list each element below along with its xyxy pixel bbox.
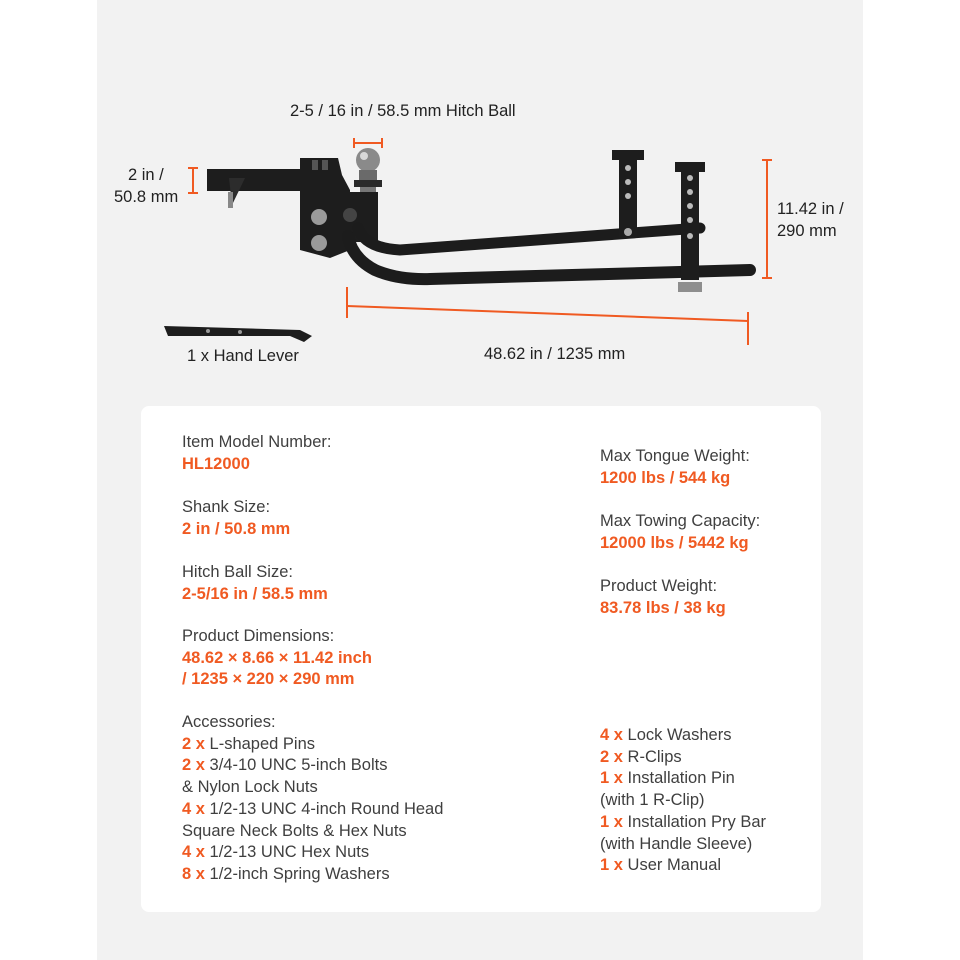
accessory-text: Lock Washers (627, 726, 732, 744)
hand-lever (164, 326, 312, 342)
spec-model-label: Item Model Number: (182, 433, 332, 451)
accessory-text: L-shaped Pins (209, 734, 316, 753)
accessory-text: 1/2-13 UNC 4-inch Round Head (209, 799, 444, 818)
accessory-item (182, 777, 443, 799)
accessory-text: Installation Pin (627, 769, 735, 788)
accessory-qty: 2 x (600, 747, 623, 766)
spec-shank (182, 497, 290, 540)
spec-weight-value: 83.78 lbs / 38 kg (600, 598, 726, 617)
accessory-text: 3/4-10 UNC 5-inch Bolts (209, 756, 388, 775)
accessory-qty: 4 x (182, 799, 205, 818)
accessory-text: Square Neck Bolts & Hex Nuts (182, 821, 407, 840)
spec-tongue-value: 1200 lbs / 544 kg (600, 468, 731, 487)
spec-towing (600, 511, 760, 554)
accessories-title: Accessories: (182, 713, 276, 731)
accessories-left (182, 712, 443, 886)
accessory-item (600, 725, 766, 747)
accessory-item (182, 821, 443, 843)
accessory-text: (with 1 R-Clip) (600, 791, 705, 810)
hand-lever-label: 1 x Hand Lever (187, 347, 299, 365)
spec-weight-label: Product Weight: (600, 577, 718, 595)
height-label-line1: 11.42 in / (777, 200, 844, 218)
spec-dimensions (182, 626, 372, 691)
spec-ball-label: Hitch Ball Size: (182, 563, 293, 581)
spec-dimensions-value-line1: 48.62 × 8.66 × 11.42 inch (182, 648, 372, 667)
accessory-text: 1/2-13 UNC Hex Nuts (209, 843, 370, 862)
accessory-item (600, 747, 766, 769)
shank-label-line1: 2 in / (128, 166, 164, 184)
accessory-item (182, 842, 443, 864)
height-label-line2: 290 mm (777, 222, 837, 240)
shank-label-line2: 50.8 mm (114, 188, 179, 206)
spec-shank-label: Shank Size: (182, 498, 271, 516)
spec-towing-value: 12000 lbs / 5442 kg (600, 533, 749, 552)
accessory-text: User Manual (627, 856, 722, 875)
length-label: 48.62 in / 1235 mm (484, 345, 626, 363)
accessory-qty: 4 x (600, 726, 623, 744)
accessory-qty: 1 x (600, 812, 623, 831)
hitch-ball-label: 2-5 / 16 in / 58.5 mm Hitch Ball (290, 102, 516, 120)
accessory-item (182, 734, 443, 756)
accessories-right (600, 725, 766, 877)
spec-dimensions-label: Product Dimensions: (182, 627, 335, 645)
accessory-item (600, 790, 766, 812)
spec-model-value: HL12000 (182, 454, 250, 473)
spec-ball-value: 2-5/16 in / 58.5 mm (182, 584, 328, 603)
spec-tongue (600, 446, 750, 489)
accessory-qty: 2 x (182, 734, 205, 753)
accessory-qty: 8 x (182, 864, 205, 883)
spec-model (182, 432, 331, 475)
spec-tongue-label: Max Tongue Weight: (600, 447, 750, 465)
accessory-qty: 1 x (600, 769, 623, 788)
spec-weight (600, 576, 726, 619)
accessory-item (182, 864, 443, 886)
spec-ball (182, 562, 328, 605)
accessory-text: & Nylon Lock Nuts (182, 778, 318, 797)
accessory-item (600, 812, 766, 834)
accessory-item (182, 799, 443, 821)
accessory-text: Installation Pry Bar (627, 812, 767, 831)
accessory-text: R-Clips (627, 747, 682, 766)
spec-shank-value: 2 in / 50.8 mm (182, 519, 291, 538)
spec-dimensions-value-line2: / 1235 × 220 × 290 mm (182, 670, 355, 688)
accessory-text: 1/2-inch Spring Washers (209, 864, 390, 883)
accessory-item (600, 834, 766, 856)
accessory-item (600, 768, 766, 790)
accessory-item (600, 855, 766, 877)
accessory-item (182, 755, 443, 777)
spec-towing-label: Max Towing Capacity: (600, 512, 761, 530)
accessory-text: (with Handle Sleeve) (600, 834, 753, 853)
accessory-qty: 1 x (600, 856, 623, 875)
accessory-qty: 2 x (182, 756, 205, 775)
hitch-assembly (207, 148, 382, 258)
accessory-qty: 4 x (182, 843, 205, 862)
